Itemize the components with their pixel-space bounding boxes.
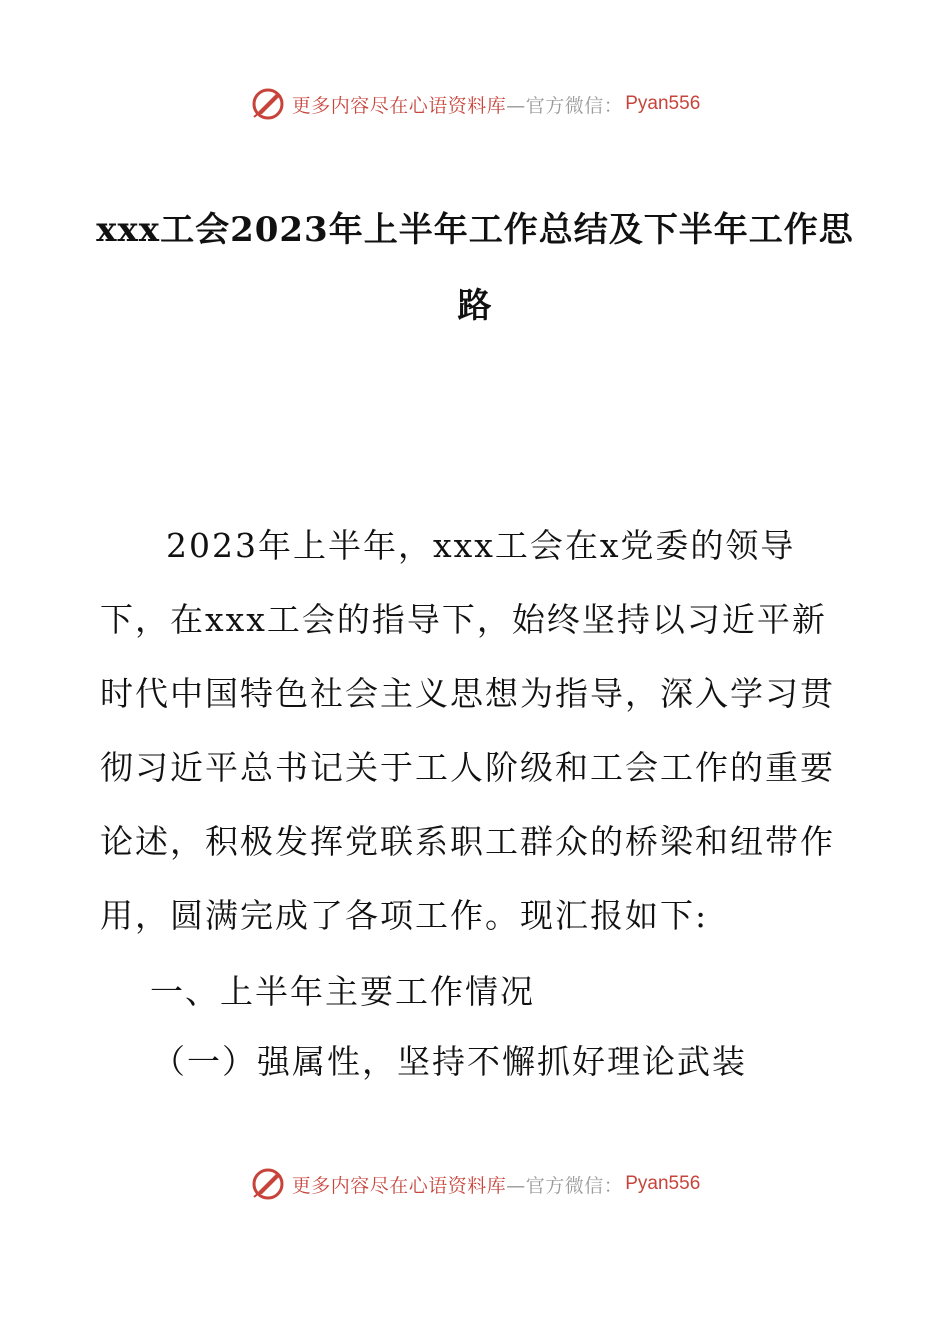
watermark-id: Pyan556 [625,1173,701,1194]
subsection-heading-1: （一）强属性，坚持不懈抓好理论武装 [152,1042,747,1081]
body-paragraph: 2023年上半年，xxx工会在x党委的领导下，在xxx工会的指导下，始终坚持以习近平新时代中国特色社会主义思想为指导，深入学习贯彻习近平总书记关于工人阶级和工会工作的重要论述，积极发挥党联系职工群众的桥梁和纽带作用，圆满完成了各项工作。现汇报如下: [100,526,835,935]
quill-logo-icon [250,86,286,122]
document-title-line2: 路 [457,286,493,326]
header-watermark [0,82,950,126]
watermark-separator: —官方微信： [506,1174,624,1197]
section-heading-1: 一、上半年主要工作情况 [150,972,535,1011]
quill-logo-icon [250,1166,286,1202]
watermark-text: 更多内容尽在心语资料库 [291,94,507,117]
watermark-text: 更多内容尽在心语资料库 [291,1174,507,1197]
watermark-separator: —官方微信： [506,94,624,117]
document-title-line1: xxx工会2023年上半年工作总结及下半年工作思 [96,210,854,250]
watermark-id: Pyan556 [625,93,701,114]
footer-watermark [0,1162,950,1206]
